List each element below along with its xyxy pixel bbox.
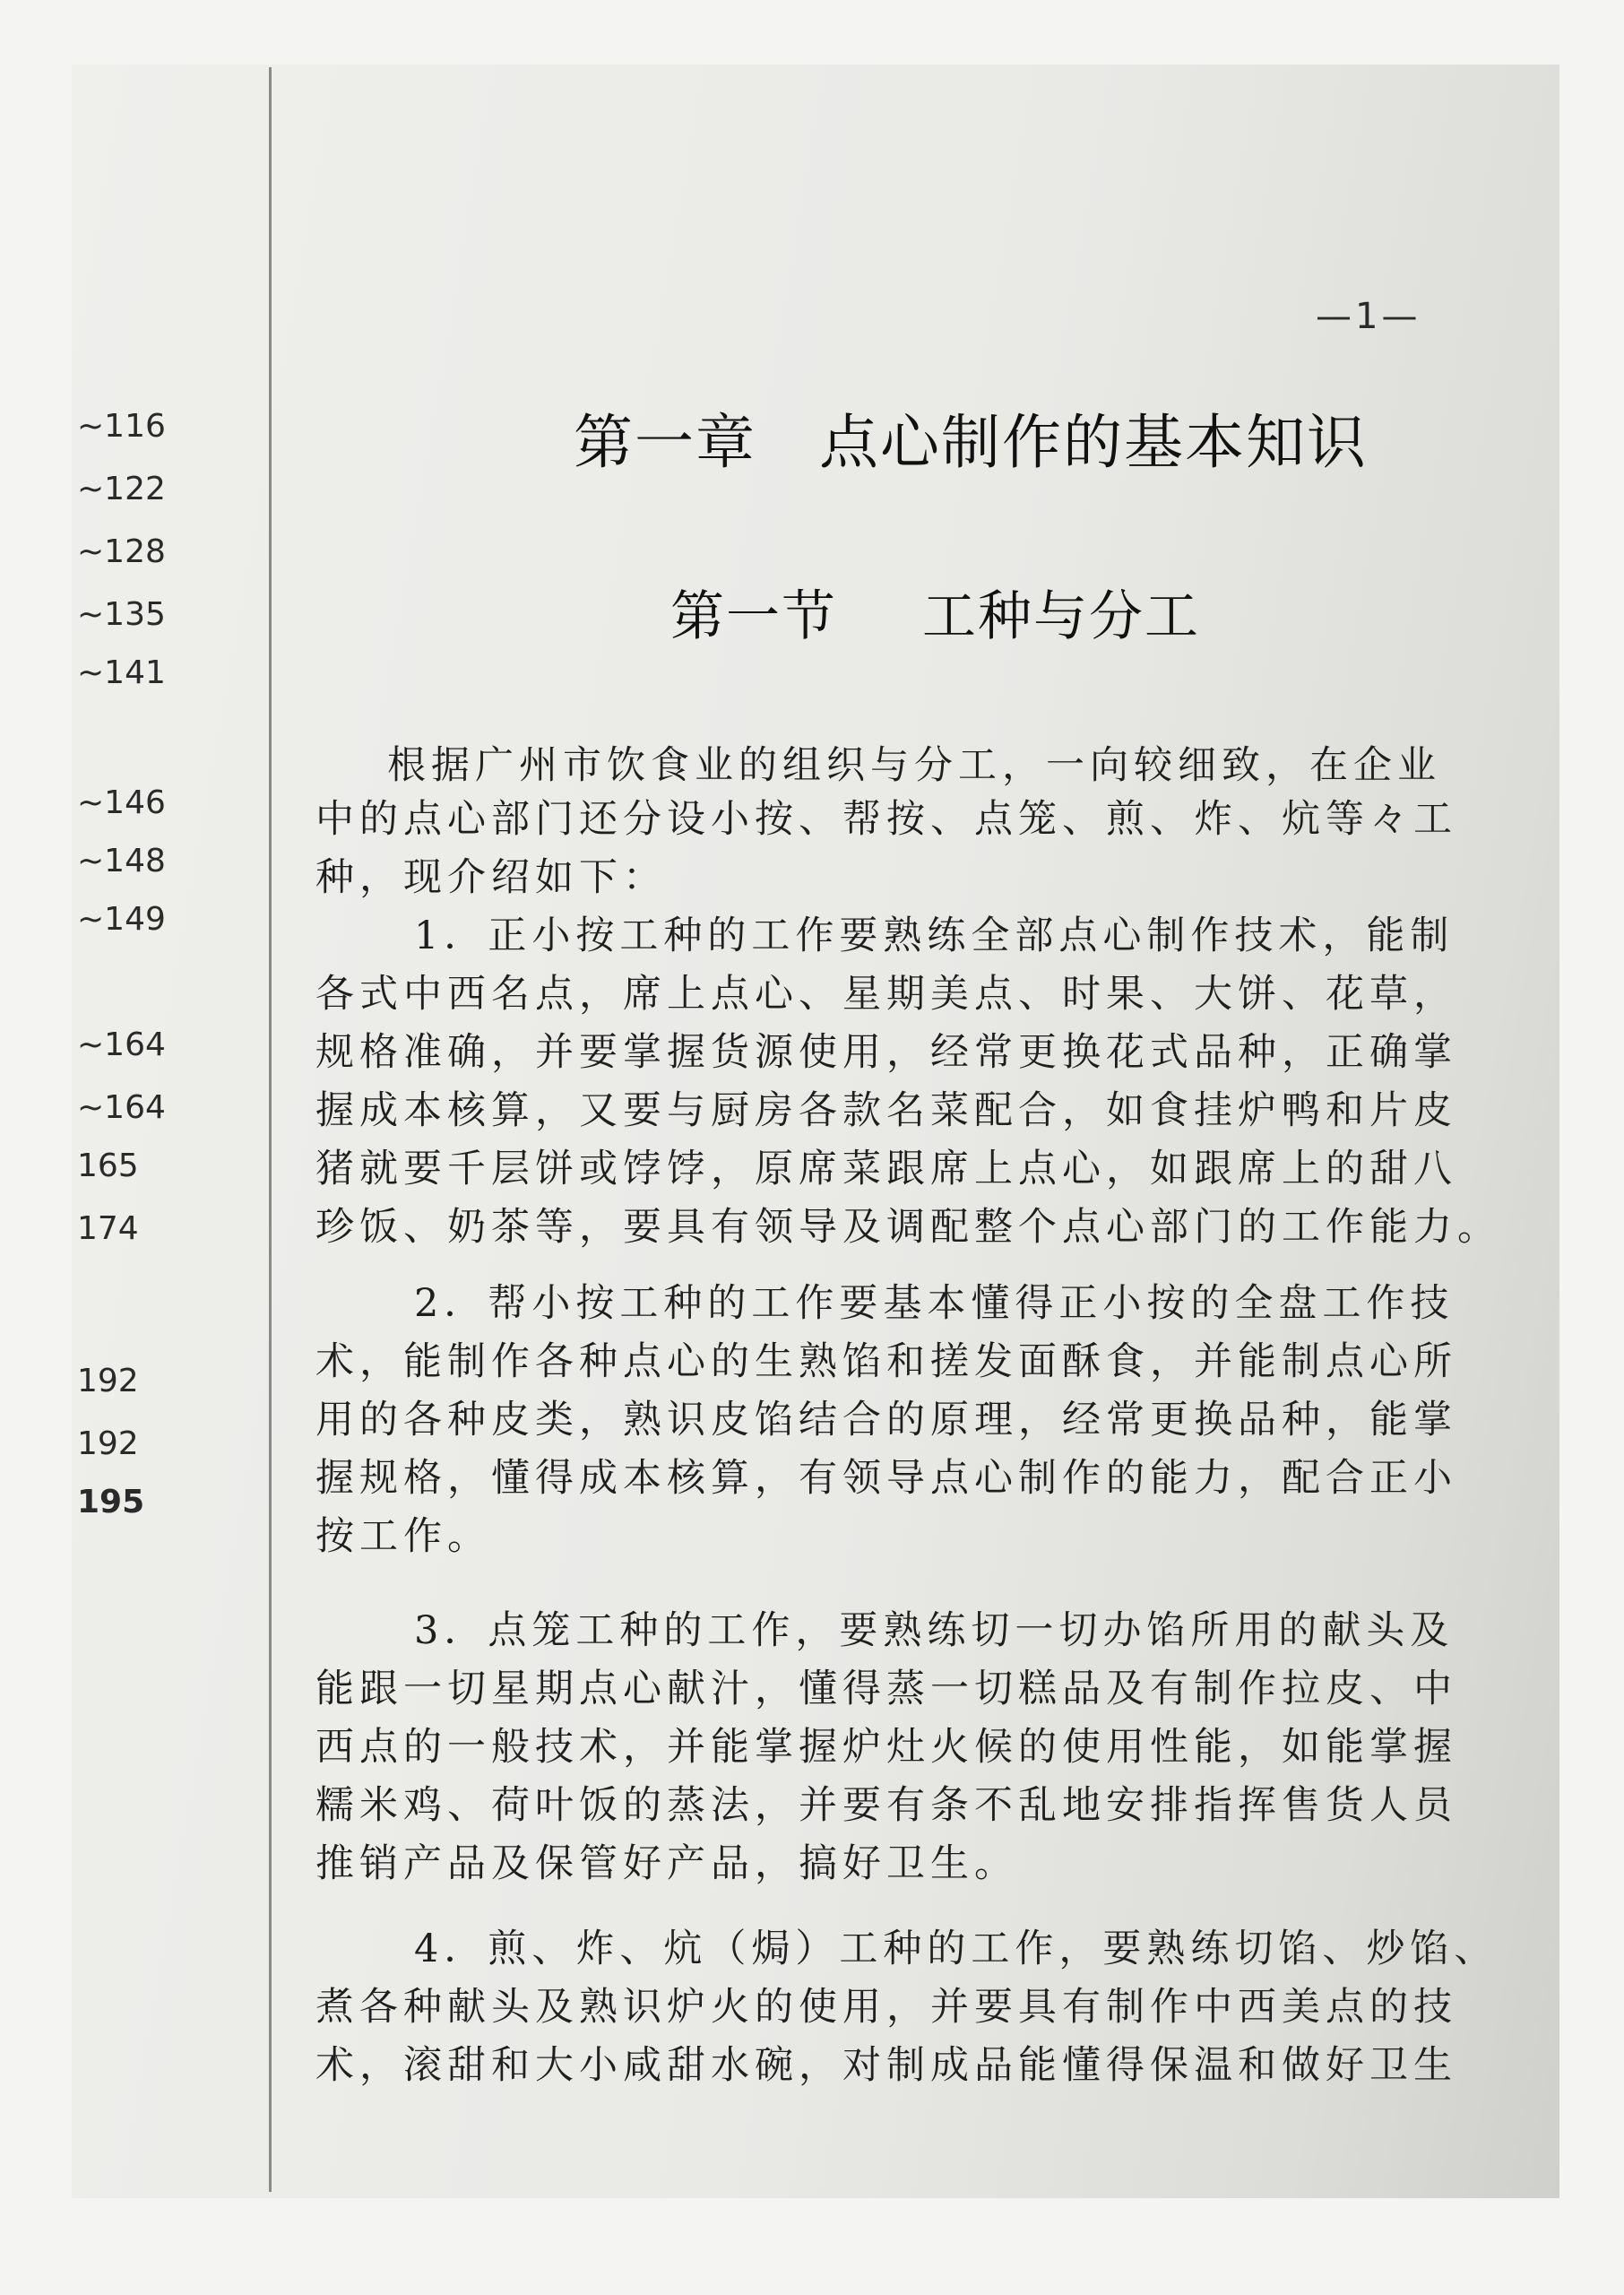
margin-number: ~122 xyxy=(77,471,166,507)
chapter-title xyxy=(574,394,1368,480)
chapter-number: 第一章 xyxy=(574,408,756,477)
section-name: 工种与分工 xyxy=(922,585,1200,648)
text-line: 能跟一切星期点心献汁，懂得蒸一切糕品及有制作拉皮、中 xyxy=(315,1667,1457,1711)
page-number: —1— xyxy=(1316,296,1421,337)
chapter-name: 点心制作的基本知识 xyxy=(819,408,1368,477)
margin-number: 195 xyxy=(77,1484,145,1520)
margin-number: ~128 xyxy=(77,533,166,570)
margin-number: 174 xyxy=(77,1210,139,1247)
text-line: 握成本核算，又要与厨房各款名菜配合，如食挂炉鸭和片皮 xyxy=(315,1088,1457,1133)
section-title xyxy=(670,574,1200,651)
text-line: 按工作。 xyxy=(315,1514,491,1559)
text-line: 4．煎、炸、炕（焗）工种的工作，要熟练切馅、炒馅、 xyxy=(414,1927,1499,1971)
text-line: 煮各种献头及熟识炉火的使用，并要具有制作中西美点的技 xyxy=(315,1985,1457,2030)
text-line: 猪就要千层饼或饽饽，原席菜跟席上点心，如跟席上的甜八 xyxy=(315,1147,1457,1191)
text-line: 术，滚甜和大小咸甜水碗，对制成品能懂得保温和做好卫生 xyxy=(315,2043,1457,2088)
text-line: 术，能制作各种点心的生熟馅和搓发面酥食，并能制点心所 xyxy=(315,1339,1457,1384)
text-line: 各式中西名点，席上点心、星期美点、时果、大饼、花草， xyxy=(315,972,1457,1017)
text-line: 种，现介绍如下： xyxy=(315,855,667,900)
text-line: 规格准确，并要掌握货源使用，经常更换花式品种，正确掌 xyxy=(315,1030,1457,1075)
margin-number: 192 xyxy=(77,1363,139,1399)
margin-number: ~135 xyxy=(77,596,166,633)
text-line: 用的各种皮类，熟识皮馅结合的原理，经常更换品种，能掌 xyxy=(315,1398,1457,1442)
margin-number: 165 xyxy=(77,1148,139,1184)
text-line: 推销产品及保管好产品，搞好卫生。 xyxy=(315,1841,1018,1886)
section-number: 第一节 xyxy=(670,585,837,648)
margin-number: ~148 xyxy=(77,843,166,879)
text-line: 3．点笼工种的工作，要熟练切一切办馅所用的献头及 xyxy=(414,1608,1455,1653)
text-line: 糯米鸡、荷叶饭的蒸法，并要有条不乱地安排指挥售货人员 xyxy=(315,1783,1457,1828)
text-line: 西点的一般技术，并能掌握炉灶火候的使用性能，如能掌握 xyxy=(315,1725,1457,1770)
text-line: 中的点心部门还分设小按、帮按、点笼、煎、炸、炕等々工 xyxy=(315,797,1457,842)
margin-number: ~141 xyxy=(77,654,166,691)
text-line: 珍饭、奶茶等，要具有领导及调配整个点心部门的工作能力。 xyxy=(315,1205,1501,1250)
margin-number: ~146 xyxy=(77,784,166,821)
margin-number: ~164 xyxy=(77,1089,166,1126)
margin-number: ~116 xyxy=(77,408,166,445)
text-line: 2．帮小按工种的工作要基本懂得正小按的全盘工作技 xyxy=(414,1281,1455,1326)
text-line: 根据广州市饮食业的组织与分工，一向较细致，在企业 xyxy=(387,743,1441,788)
margin-number: 192 xyxy=(77,1425,139,1462)
text-line: 握规格，懂得成本核算，有领导点心制作的能力，配合正小 xyxy=(315,1456,1457,1501)
binding-line xyxy=(269,67,272,2192)
margin-number: ~149 xyxy=(77,901,166,938)
margin-number: ~164 xyxy=(77,1026,166,1063)
text-line: 1．正小按工种的工作要熟练全部点心制作技术，能制 xyxy=(414,914,1455,958)
